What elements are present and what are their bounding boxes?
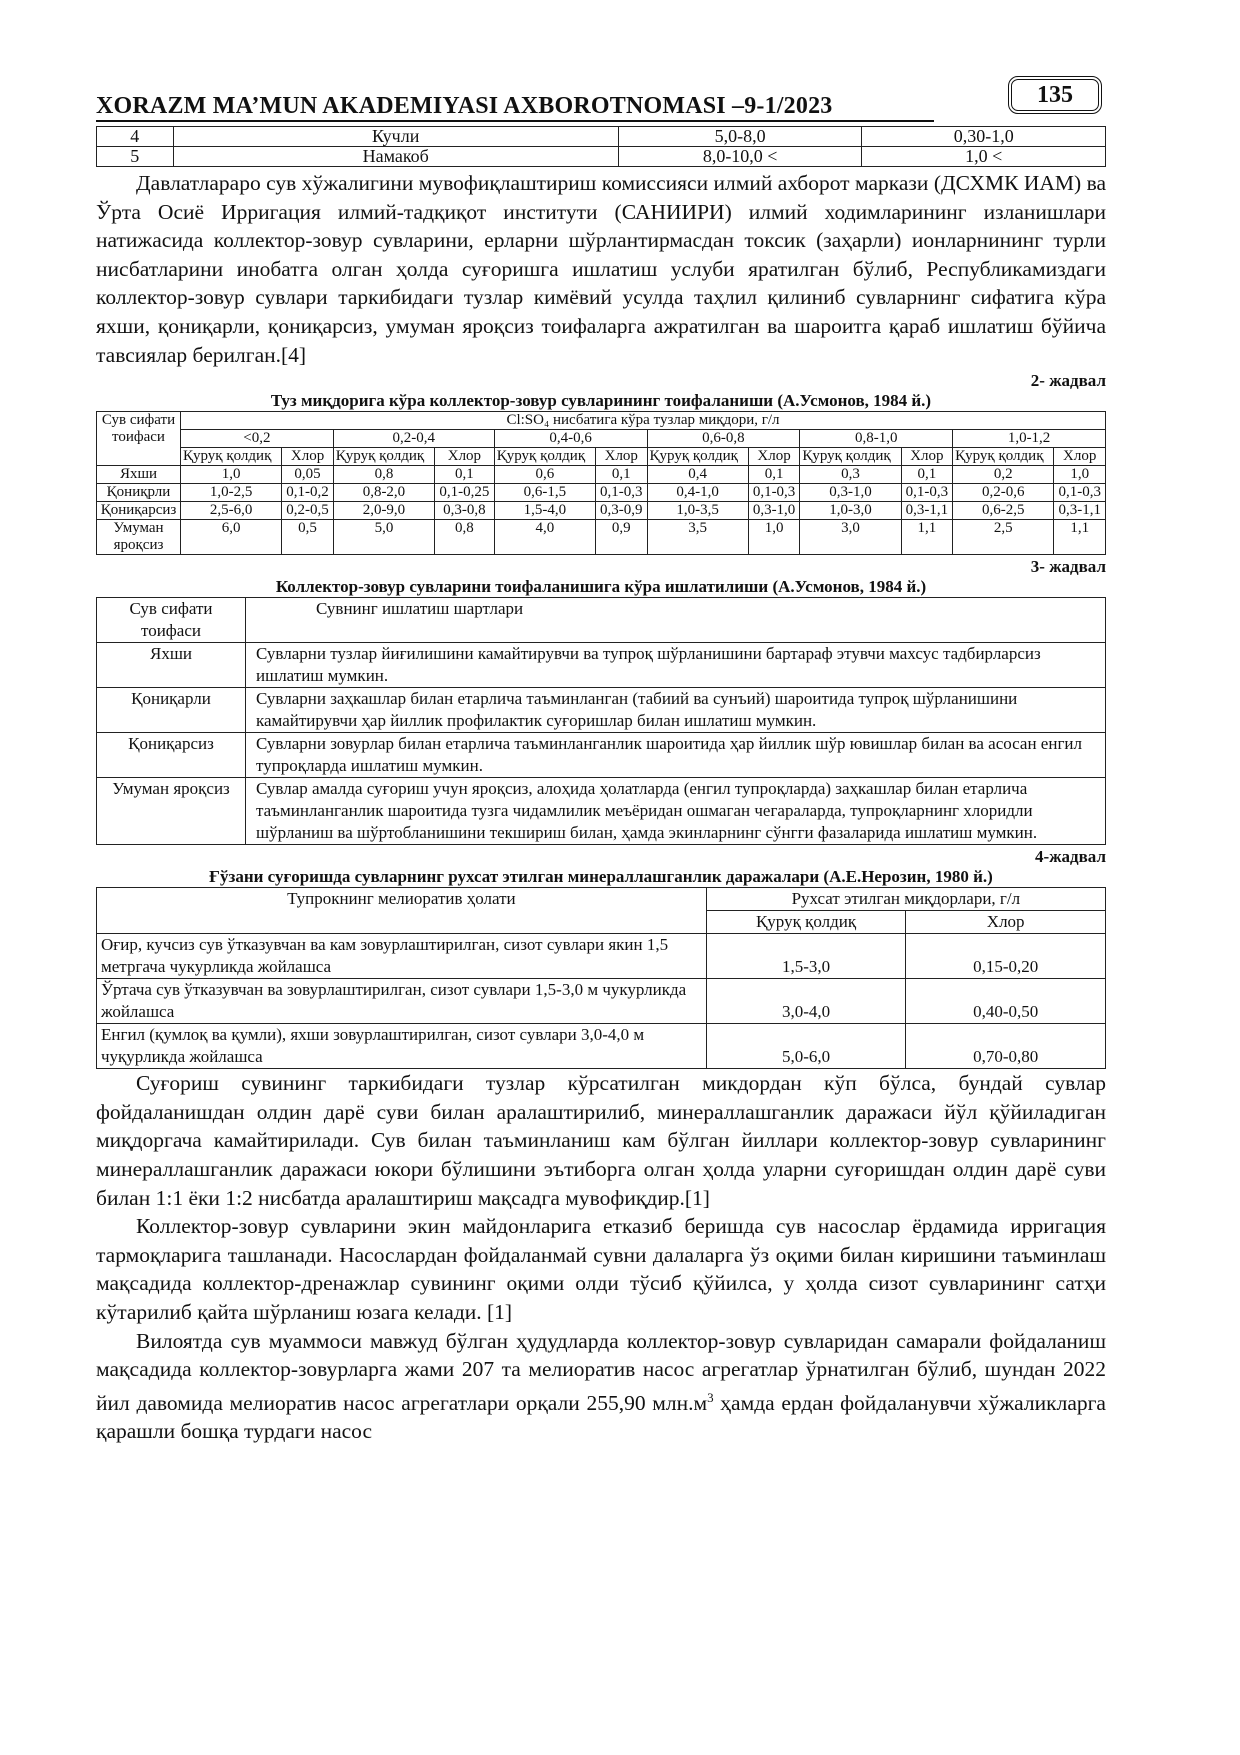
table-cell: 1,0-3,5 xyxy=(647,502,748,520)
header-chlorine: Хлор xyxy=(435,448,495,466)
table-header-row xyxy=(97,888,1106,911)
table-cell: 0,1-0,3 xyxy=(748,484,800,502)
paragraph-2: Суғориш сувининг таркибидаги тузлар кўрсатилган микдордан кўп бўлса, бундай сувлар фойдаланишдан олдин дарё суви билан аралаштирилиб, минераллашганлик даражаси йўл қўйиладиган миқдоргача камайтирилади. Сув билан таъминланиш кам бўлган йиллари коллектор-зовур сувларининг минераллашганлик даражаси юкори бўлишини эътиборга олган ҳолда уларни суғоришдан олдин дарё суви билан 1:1 ёки 1:2 нисбатда аралаштириш мақсадга мувофиқдир.[1] xyxy=(96,1071,1106,1210)
table-cell: 0,6 xyxy=(494,466,595,484)
row-soil-state: Ўртача сув ўтказувчан ва зовурлаштирилган, сизот сувлари 1,5-3,0 м чукурликда жойлашса xyxy=(97,979,707,1024)
header-dry-residue: Қуруқ қолдиқ xyxy=(953,448,1054,466)
header-range: 0,4-0,6 xyxy=(494,430,647,448)
row-dry-residue: 3,0-4,0 xyxy=(706,979,906,1024)
row-chlorine: 0,15-0,20 xyxy=(906,934,1106,979)
table-4-caption: Ғўзани суғоришда сувларнинг рухсат этилган минераллашганлик даражалари (А.Е.Нерозин, 1980 й.) xyxy=(209,867,993,887)
table-row xyxy=(97,520,1106,555)
table-cell: 8,0-10,0 < xyxy=(618,147,862,167)
table-cell: 0,5 xyxy=(282,520,334,555)
header-range: 0,2-0,4 xyxy=(333,430,494,448)
table-cell: 1,5-4,0 xyxy=(494,502,595,520)
row-soil-state: Енгил (қумлоқ ва қумли), яхши зовурлаштирилган, сизот сувлари 3,0-4,0 м чуқурликда жойлашса xyxy=(97,1024,707,1069)
table-3-caption: Коллектор-зовур сувларини тоифаланишига кўра ишлатилиши (А.Усмонов, 1984 й.) xyxy=(275,577,927,597)
table-header-row xyxy=(97,448,1106,466)
table-header-row xyxy=(97,598,1106,643)
paragraph-3: Коллектор-зовур сувларини экин майдонларига етказиб беришда сув насослар ёрдамида ирригация тармоқларига ташланади. Насослардан фойдаланмай сувни далаларга ўз оқими билан киришини таъминлаш мақсадида коллектор-дренажлар сувининг оқими олди тўсиб қўйилса, у ҳолда сизот сувларининг сатҳи кўтарилиб қайта шўрланиш юзага келади. [1] xyxy=(96,1214,1106,1324)
table-cell: 0,8-2,0 xyxy=(333,484,434,502)
table-cell: 0,2 xyxy=(953,466,1054,484)
row-category: Умуман яроқсиз xyxy=(97,778,246,845)
row-category: Қониқарсиз xyxy=(97,733,246,778)
table-1-continuation xyxy=(96,126,1106,167)
row-category: Қониқарсиз xyxy=(97,502,181,520)
table-cell: 0,1-0,2 xyxy=(282,484,334,502)
table-header-row xyxy=(97,430,1106,448)
table-cell: 2,0-9,0 xyxy=(333,502,434,520)
table-cell: 0,6-1,5 xyxy=(494,484,595,502)
row-category: Яхши xyxy=(97,643,246,688)
table-cell: 0,8 xyxy=(435,520,495,555)
table-cell: 2,5-6,0 xyxy=(181,502,282,520)
table-row xyxy=(97,127,1106,147)
table-cell: 0,9 xyxy=(596,520,648,555)
table-cell: 1,0-2,5 xyxy=(181,484,282,502)
table-cell: 0,1-0,3 xyxy=(1054,484,1106,502)
table-cell: 0,05 xyxy=(282,466,334,484)
table-row xyxy=(97,979,1106,1024)
table-cell: 5,0-8,0 xyxy=(618,127,862,147)
table-cell: 3,5 xyxy=(647,520,748,555)
header-chlorine: Хлор xyxy=(748,448,800,466)
row-dry-residue: 5,0-6,0 xyxy=(706,1024,906,1069)
table-cell: 0,3-0,9 xyxy=(596,502,648,520)
page-header xyxy=(96,70,1106,126)
table-4 xyxy=(96,887,1106,1069)
table-cell: 1,0-3,0 xyxy=(800,502,901,520)
header-dry-residue: Қуруқ қолдиқ xyxy=(333,448,434,466)
table-cell: 1,0 xyxy=(1054,466,1106,484)
row-conditions: Сувларни заҳкашлар билан етарлича таъминланган (табиий ва сунъий) шароитида тупроқ шўрланишини камайтирувчи ҳар йиллик профилактик суғоришлар билан ишлатиш мумкин. xyxy=(246,688,1106,733)
table-cell: 0,1-0,25 xyxy=(435,484,495,502)
table-row xyxy=(97,688,1106,733)
table-cell: 0,4-1,0 xyxy=(647,484,748,502)
table-cell: 3,0 xyxy=(800,520,901,555)
header-chlorine: Хлор xyxy=(282,448,334,466)
table-cell: 0,1-0,3 xyxy=(596,484,648,502)
table-cell: 1,0 xyxy=(748,520,800,555)
table-cell: 4 xyxy=(97,127,174,147)
row-dry-residue: 1,5-3,0 xyxy=(706,934,906,979)
table-4-label: 4-жадвал xyxy=(1035,847,1106,867)
row-category: Яхши xyxy=(97,466,181,484)
row-soil-state: Оғир, кучсиз сув ўтказувчан ва кам зовурлаштирилган, сизот сувлари якин 1,5 метргача чукурликда жойлашса xyxy=(97,934,707,979)
table-row xyxy=(97,466,1106,484)
table-cell: 0,6-2,5 xyxy=(953,502,1054,520)
header-conditions: Сувнинг ишлатиш шартлари xyxy=(246,598,1106,643)
table-cell: 0,1 xyxy=(748,466,800,484)
table-row xyxy=(97,733,1106,778)
table-cell: 0,30-1,0 xyxy=(862,127,1106,147)
table-2-label: 2- жадвал xyxy=(1030,371,1106,391)
paragraph-4-text: Вилоятда сув муаммоси мавжуд бўлган ҳудудларда коллектор-зовур сувларидан самарали фойдаланиш мақсадида коллектор-зовурларга жами 207 та мелиоратив насос агрегатлар ўрнатилган бўлиб, шундан 2022 йил давомида мелиоратив насос агрегатлари орқали 255,90 млн.м xyxy=(96,1328,1106,1415)
table-cell: 0,2-0,5 xyxy=(282,502,334,520)
table-cell: 4,0 xyxy=(494,520,595,555)
paragraph-4-text-end: ҳамда ердан фойдаланувчи хўжаликларга қарашли бошқа турдаги насос xyxy=(96,1390,1106,1444)
header-dry-residue: Қуруқ қолдиқ xyxy=(800,448,901,466)
table-cell: 0,4 xyxy=(647,466,748,484)
header-chlorine: Хлор xyxy=(906,911,1106,934)
header-range: 1,0-1,2 xyxy=(953,430,1106,448)
table-cell: 0,1 xyxy=(596,466,648,484)
table-cell: 5,0 xyxy=(333,520,434,555)
paragraph-4 xyxy=(96,1327,1106,1447)
header-dry-residue: Қуруқ қолдиқ xyxy=(494,448,595,466)
header-ratio: Cl:SO₄ нисбатига кўра тузлар миқдори, г/л xyxy=(181,412,1106,430)
table-cell: Кучли xyxy=(173,127,618,147)
table-cell: 0,8 xyxy=(333,466,434,484)
table-row xyxy=(97,1024,1106,1069)
table-row xyxy=(97,502,1106,520)
header-allowed: Рухсат этилган миқдорлари, г/л xyxy=(706,888,1105,911)
table-cell: 6,0 xyxy=(181,520,282,555)
superscript: 3 xyxy=(707,1389,714,1405)
table-cell: 2,5 xyxy=(953,520,1054,555)
table-cell: 1,0 < xyxy=(862,147,1106,167)
page xyxy=(96,70,1106,1446)
header-soil-state: Тупрокнинг мелиоратив ҳолати xyxy=(97,888,707,934)
header-range: 0,8-1,0 xyxy=(800,430,953,448)
table-row xyxy=(97,147,1106,167)
page-number-badge xyxy=(1008,76,1102,114)
table-2-caption: Туз миқдорига кўра коллектор-зовур сувларининг тоифаланиши (А.Усмонов, 1984 й.) xyxy=(270,391,932,411)
row-conditions: Сувларни тузлар йиғилишини камайтирувчи ва тупроқ шўрланишини бартараф этувчи махсус тадбирларсиз ишлатиш мумкин. xyxy=(246,643,1106,688)
row-category: Қониқрли xyxy=(97,484,181,502)
header-category: Сув сифати тоифаси xyxy=(97,412,181,466)
paragraph-1: Давлатлараро сув хўжалигини мувофиқлаштириш комиссияси илмий ахборот маркази (ДСХМК ИАМ) ва Ўрта Осиё Ирригация илмий-тадқиқот институти (САНИИРИ) илмий ходимларининг изланишлари натижасида коллектор-зовур сувларини, ерларни шўрлантирмасдан токсик (заҳарли) ионларнининг турли нисбатларини инобатга олган ҳолда суғоришга ишлатиш услуби яратилган бўлиб, Республикамиздаги коллектор-зовур сувлари таркибидаги тузлар кимёвий усулда таҳлил қилиниб сувларнинг сифатига кўра яхши, қониқарли, қониқарсиз, умуман яроқсиз тоифаларга ажратилган ва шароитга қараб ишлатиш бўйича тавсиялар берилган.[4] xyxy=(96,171,1106,367)
table-cell: 0,3-1,1 xyxy=(901,502,953,520)
table-cell: 1,1 xyxy=(1054,520,1106,555)
table-cell: 0,3-1,1 xyxy=(1054,502,1106,520)
table-3 xyxy=(96,597,1106,845)
header-range: <0,2 xyxy=(181,430,334,448)
row-conditions: Сувлар амалда суғориш учун яроқсиз, алоҳида ҳолатларда (енгил тупроқларда) заҳкашлар билан етарлича таъминланганлик шароитида тузга чидамлилик меъёридан ошмаган чегараларда, тупроқларнинг хлоридли шўрланиш ва шўртобланишини текшириш билан, ҳамда экинларнинг сўнгги фазаларида ишлатиш мумкин. xyxy=(246,778,1106,845)
header-range: 0,6-0,8 xyxy=(647,430,800,448)
table-cell: 0,1-0,3 xyxy=(901,484,953,502)
row-category: Умуман яроқсиз xyxy=(97,520,181,555)
row-category: Қониқарли xyxy=(97,688,246,733)
table-cell: 1,0 xyxy=(181,466,282,484)
table-row xyxy=(97,643,1106,688)
table-2 xyxy=(96,411,1106,555)
table-cell: 0,3 xyxy=(800,466,901,484)
table-cell: 0,3-1,0 xyxy=(800,484,901,502)
table-cell: 0,2-0,6 xyxy=(953,484,1054,502)
journal-title: XORAZM MA’MUN AKADEMIYASI AXBOROTNOMASI –9-1/2023 xyxy=(96,94,934,122)
table-header-row xyxy=(97,412,1106,430)
table-row xyxy=(97,934,1106,979)
header-chlorine: Хлор xyxy=(901,448,953,466)
table-row xyxy=(97,484,1106,502)
row-conditions: Сувларни зовурлар билан етарлича таъминланганлик шароитида ҳар йиллик шўр ювишлар билан ва асосан енгил тупроқларда ишлатиш мумкин. xyxy=(246,733,1106,778)
header-category: Сув сифати тоифаси xyxy=(97,598,246,643)
header-dry-residue: Қуруқ қолдиқ xyxy=(647,448,748,466)
header-chlorine: Хлор xyxy=(1054,448,1106,466)
header-dry-residue: Қуруқ қолдиқ xyxy=(706,911,906,934)
table-cell: 1,1 xyxy=(901,520,953,555)
table-cell: 0,3-0,8 xyxy=(435,502,495,520)
row-chlorine: 0,70-0,80 xyxy=(906,1024,1106,1069)
row-chlorine: 0,40-0,50 xyxy=(906,979,1106,1024)
header-chlorine: Хлор xyxy=(596,448,648,466)
table-cell: 0,1 xyxy=(435,466,495,484)
header-dry-residue: Қуруқ қолдиқ xyxy=(181,448,282,466)
page-number: 135 xyxy=(1037,82,1073,108)
table-cell: 0,3-1,0 xyxy=(748,502,800,520)
table-cell: 5 xyxy=(97,147,174,167)
table-cell: 0,1 xyxy=(901,466,953,484)
table-cell: Намакоб xyxy=(173,147,618,167)
table-3-label: 3- жадвал xyxy=(1030,557,1106,577)
table-row xyxy=(97,778,1106,845)
